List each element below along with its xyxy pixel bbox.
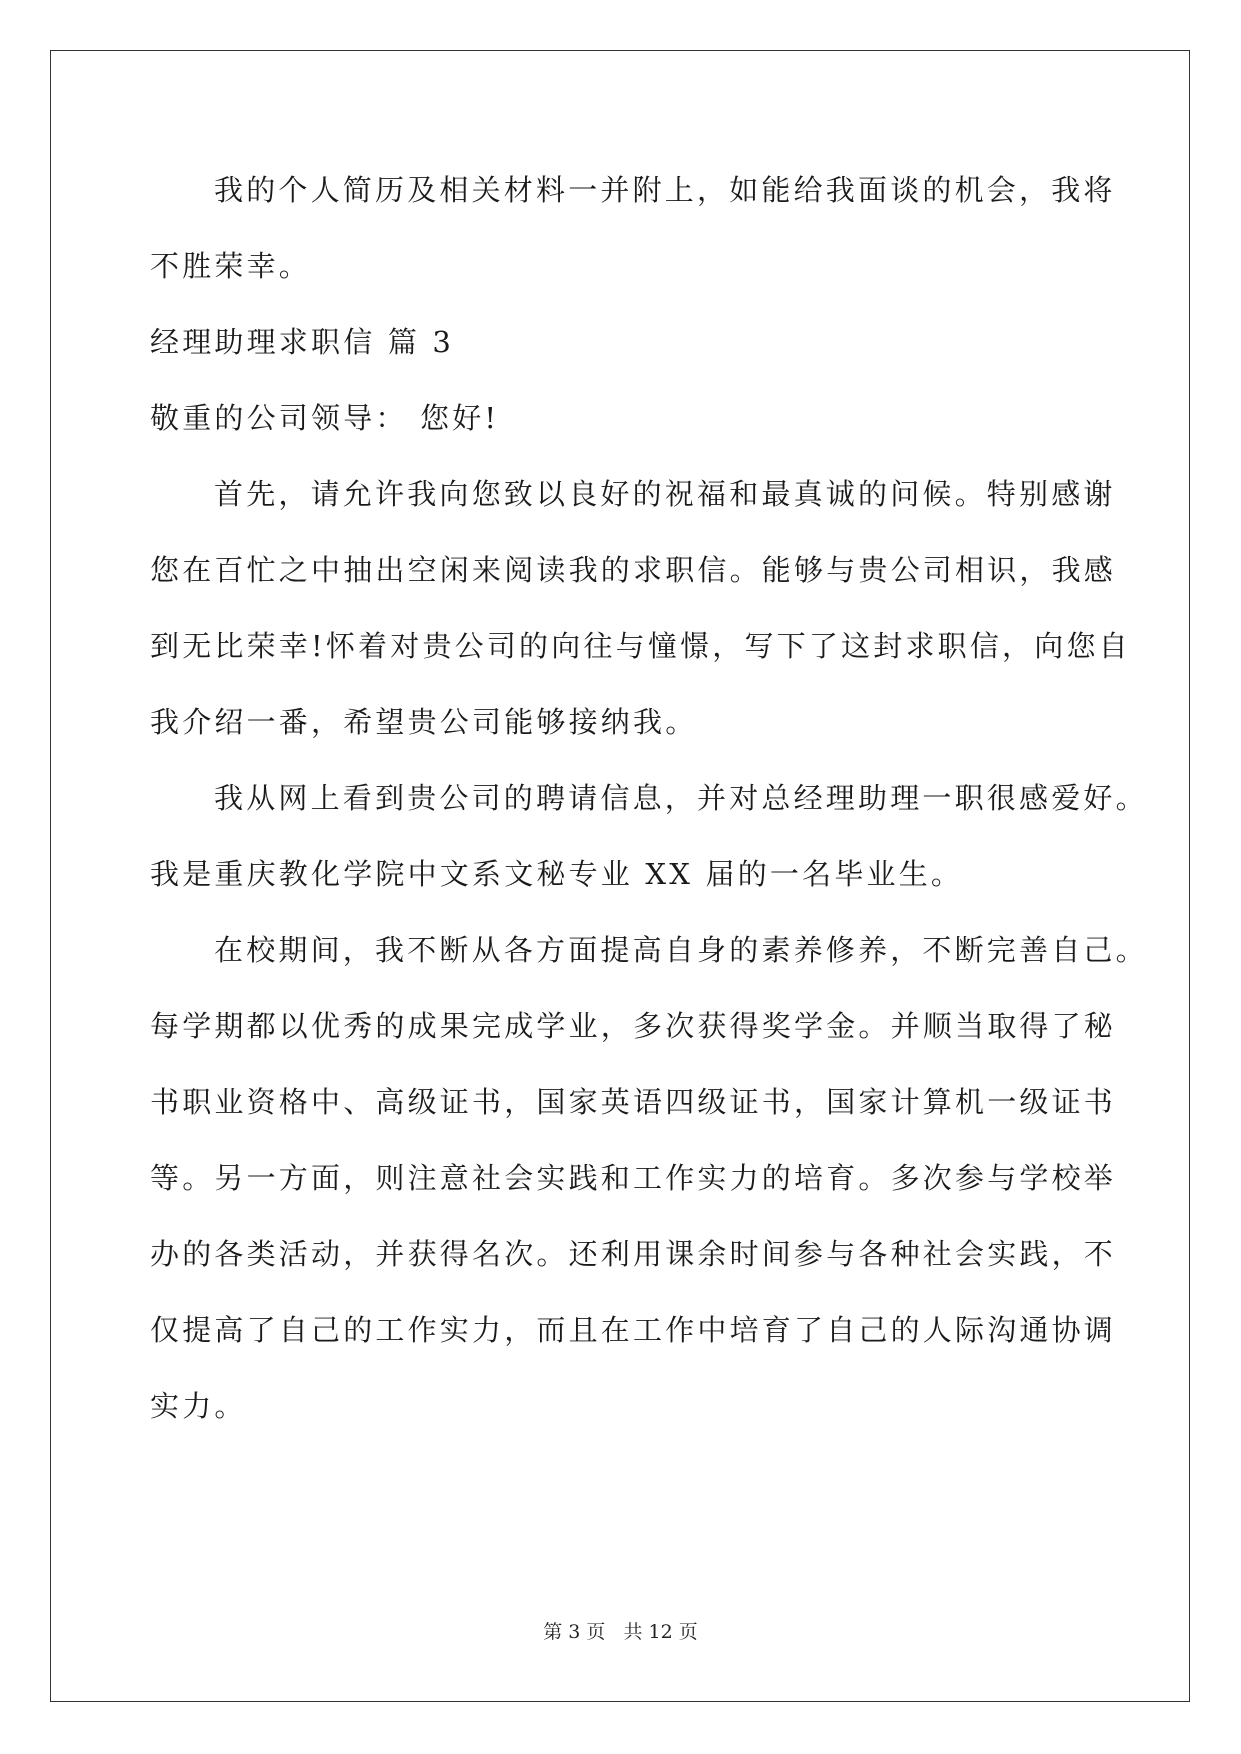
paragraph-line: 在校期间，我不断从各方面提高自身的素养修养，不断完善自己。 — [214, 933, 1148, 967]
paragraph-line: 书职业资格中、高级证书，国家英语四级证书，国家计算机一级证书 — [150, 1085, 1117, 1119]
paragraph-line: 我从网上看到贵公司的聘请信息，并对总经理助理一职很感爱好。 — [214, 781, 1148, 815]
page-total: 共 12 页 — [623, 1621, 698, 1643]
section-heading: 经理助理求职信 篇 3 — [150, 325, 455, 359]
paragraph-line: 不胜荣幸。 — [150, 249, 312, 283]
paragraph-line: 等。另一方面，则注意社会实践和工作实力的培育。多次参与学校举 — [150, 1161, 1117, 1195]
paragraph-line: 我是重庆教化学院中文系文秘专业 XX 届的一名毕业生。 — [150, 857, 964, 891]
paragraph-line: 我介绍一番，希望贵公司能够接纳我。 — [150, 705, 698, 739]
paragraph-line: 每学期都以优秀的成果完成学业，多次获得奖学金。并顺当取得了秘 — [150, 1009, 1117, 1043]
paragraph-line: 实力。 — [150, 1389, 247, 1423]
paragraph-line: 到无比荣幸!怀着对贵公司的向往与憧憬，写下了这封求职信，向您自 — [150, 629, 1131, 663]
paragraph-line: 办的各类活动，并获得名次。还利用课余时间参与各种社会实践，不 — [150, 1237, 1117, 1271]
salutation: 敬重的公司领导： 您好! — [150, 401, 500, 435]
paragraph-line: 首先，请允许我向您致以良好的祝福和最真诚的问候。特别感谢 — [214, 477, 1116, 511]
paragraph-line: 我的个人简历及相关材料一并附上，如能给我面谈的机会，我将 — [214, 173, 1116, 207]
paragraph-line: 您在百忙之中抽出空闲来阅读我的求职信。能够与贵公司相识，我感 — [150, 553, 1117, 587]
paragraph-line: 仅提高了自己的工作实力，而且在工作中培育了自己的人际沟通协调 — [150, 1313, 1117, 1347]
page-number: 第 3 页 — [543, 1621, 606, 1643]
page-footer — [0, 1620, 1241, 1644]
